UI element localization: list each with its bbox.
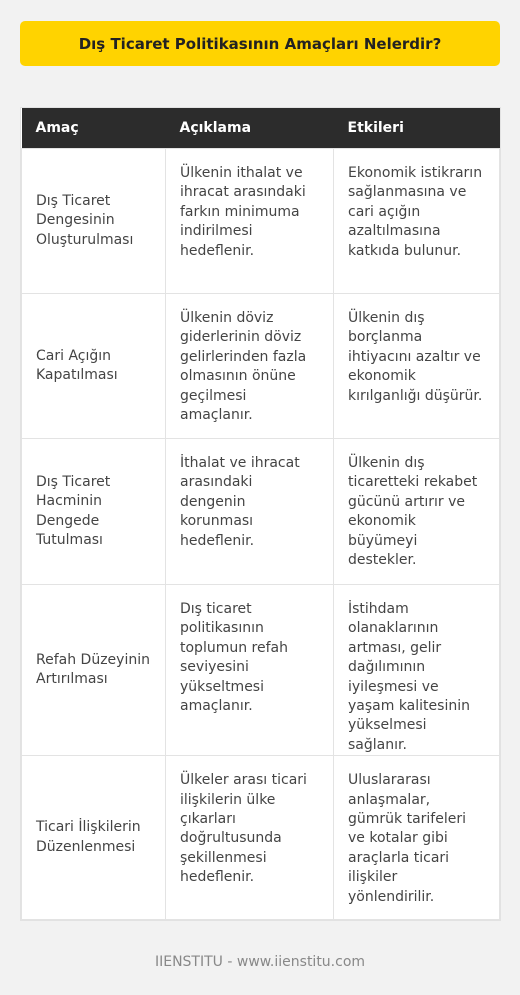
goal-cell: Dış Ticaret Dengesinin Oluşturulması bbox=[22, 149, 166, 294]
effects-cell: İstihdam olanaklarının artması, gelir dağılımının iyileşmesi ve yaşam kalitesinin yükselmesi sağlanır. bbox=[334, 585, 500, 756]
table-row bbox=[22, 294, 500, 439]
goal-cell: Cari Açığın Kapatılması bbox=[22, 294, 166, 439]
column-header-goal: Amaç bbox=[22, 108, 166, 149]
footer-credit: IIENSTITU - www.iienstitu.com bbox=[154, 954, 366, 970]
effects-cell: Uluslararası anlaşmalar, gümrük tarifeleri ve kotalar gibi araçlarla ticari ilişkiler yönlendirilir. bbox=[334, 756, 500, 920]
description-cell: Ülkenin ithalat ve ihracat arasındaki farkın minimuma indirilmesi hedeflenir. bbox=[166, 149, 334, 294]
table-row bbox=[22, 439, 500, 585]
table-row bbox=[22, 149, 500, 294]
table-header-row bbox=[22, 108, 500, 149]
goal-cell: Ticari İlişkilerin Düzenlenmesi bbox=[22, 756, 166, 920]
effects-cell: Ülkenin dış ticaretteki rekabet gücünü artırır ve ekonomik büyümeyi destekler. bbox=[334, 439, 500, 585]
page-title: Dış Ticaret Politikasının Amaçları Nelerdir? bbox=[20, 21, 500, 66]
description-cell: Dış ticaret politikasının toplumun refah seviyesini yükseltmesi amaçlanır. bbox=[166, 585, 334, 756]
table-row bbox=[22, 756, 500, 920]
description-cell: Ülkenin döviz giderlerinin döviz gelirlerinden fazla olmasının önüne geçilmesi amaçlanır. bbox=[166, 294, 334, 439]
effects-cell: Ekonomik istikrarın sağlanmasına ve cari açığın azaltılmasına katkıda bulunur. bbox=[334, 149, 500, 294]
goal-cell: Dış Ticaret Hacminin Dengede Tutulması bbox=[22, 439, 166, 585]
description-cell: Ülkeler arası ticari ilişkilerin ülke çıkarları doğrultusunda şekillenmesi hedeflenir. bbox=[166, 756, 334, 920]
effects-cell: Ülkenin dış borçlanma ihtiyacını azaltır ve ekonomik kırılganlığı düşürür. bbox=[334, 294, 500, 439]
column-header-effects: Etkileri bbox=[334, 108, 500, 149]
table-row bbox=[22, 585, 500, 756]
goal-cell: Refah Düzeyinin Artırılması bbox=[22, 585, 166, 756]
description-cell: İthalat ve ihracat arasındaki dengenin korunması hedeflenir. bbox=[166, 439, 334, 585]
column-header-description: Açıklama bbox=[166, 108, 334, 149]
goals-table bbox=[21, 108, 500, 920]
